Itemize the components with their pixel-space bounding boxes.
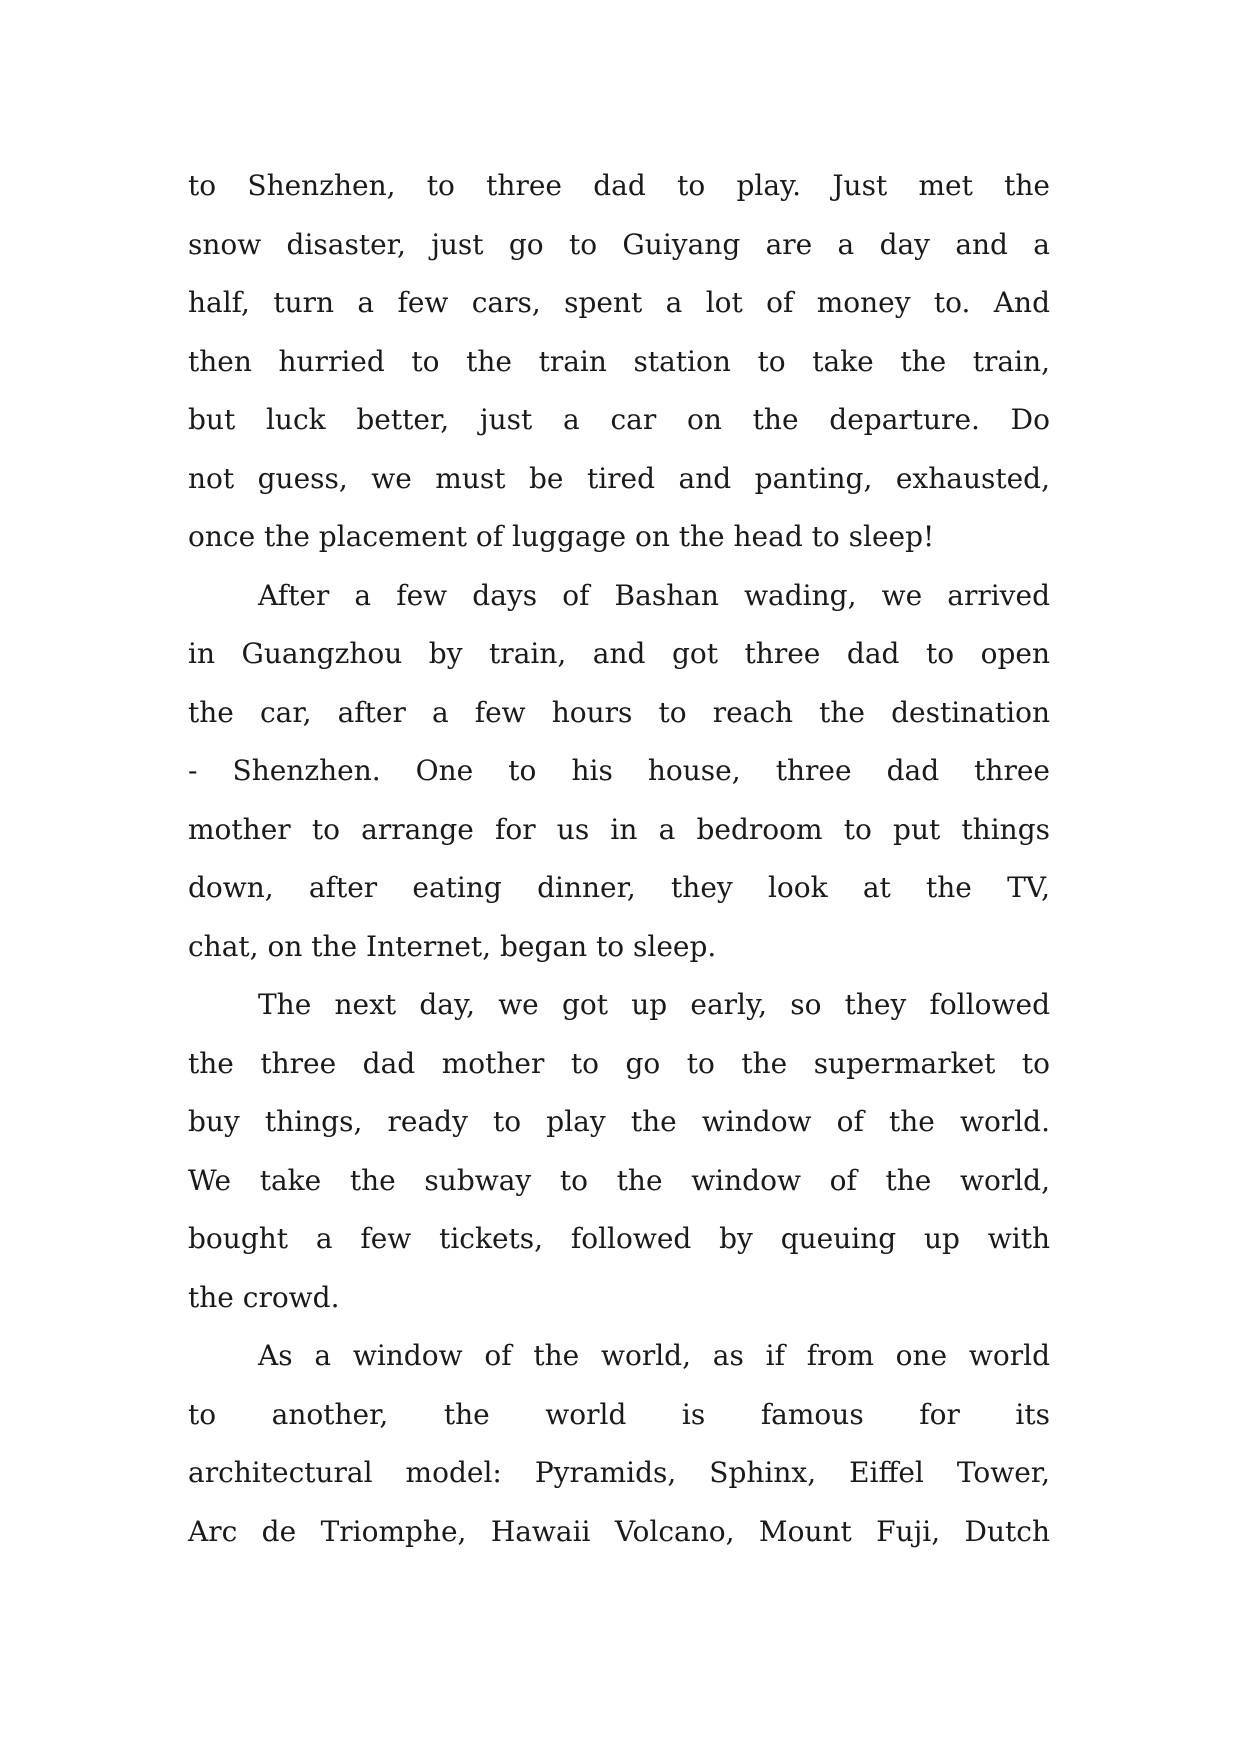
text-line: bought a few tickets, followed by queuing up with: [188, 1222, 1050, 1255]
text-line: the three dad mother to go to the supermarket to: [188, 1046, 1050, 1080]
text-line: once the placement of luggage on the head to sleep!: [188, 520, 935, 553]
text-line: to Shenzhen, to three dad to play. Just met the: [188, 169, 1050, 202]
text-line: chat, on the Internet, began to sleep.: [188, 929, 717, 963]
text-line: not guess, we must be tired and panting, exhausted,: [188, 461, 1050, 495]
text-line: but luck better, just a car on the departure. Do: [188, 403, 1050, 436]
text-line: Arc de Triomphe, Hawaii Volcano, Mount Fuji, Dutch: [188, 1514, 1050, 1548]
text-line: down, after eating dinner, they look at the TV,: [188, 871, 1050, 904]
paragraph-first-line: As a window of the world, as if from one world: [258, 1339, 1050, 1372]
text-line: buy things, ready to play the window of the world.: [188, 1105, 1050, 1138]
document-body: [188, 157, 1050, 1561]
text-line: the crowd.: [188, 1280, 340, 1314]
text-line: half, turn a few cars, spent a lot of money to. And: [188, 286, 1050, 319]
text-line: We take the subway to the window of the world,: [188, 1163, 1050, 1197]
paragraph-first-line: The next day, we got up early, so they followed: [258, 988, 1050, 1021]
text-line: - Shenzhen. One to his house, three dad three: [188, 754, 1050, 787]
text-line: mother to arrange for us in a bedroom to put things: [188, 812, 1050, 846]
paragraph-first-line: After a few days of Bashan wading, we arrived: [258, 578, 1050, 612]
text-line: snow disaster, just go to Guiyang are a day and a: [188, 227, 1050, 261]
text-line: to another, the world is famous for its: [188, 1397, 1050, 1431]
text-line: then hurried to the train station to take the train,: [188, 344, 1050, 378]
text-line: in Guangzhou by train, and got three dad to open: [188, 637, 1050, 670]
text-line: the car, after a few hours to reach the destination: [188, 695, 1050, 729]
text-line: architectural model: Pyramids, Sphinx, Eiffel Tower,: [188, 1456, 1050, 1489]
